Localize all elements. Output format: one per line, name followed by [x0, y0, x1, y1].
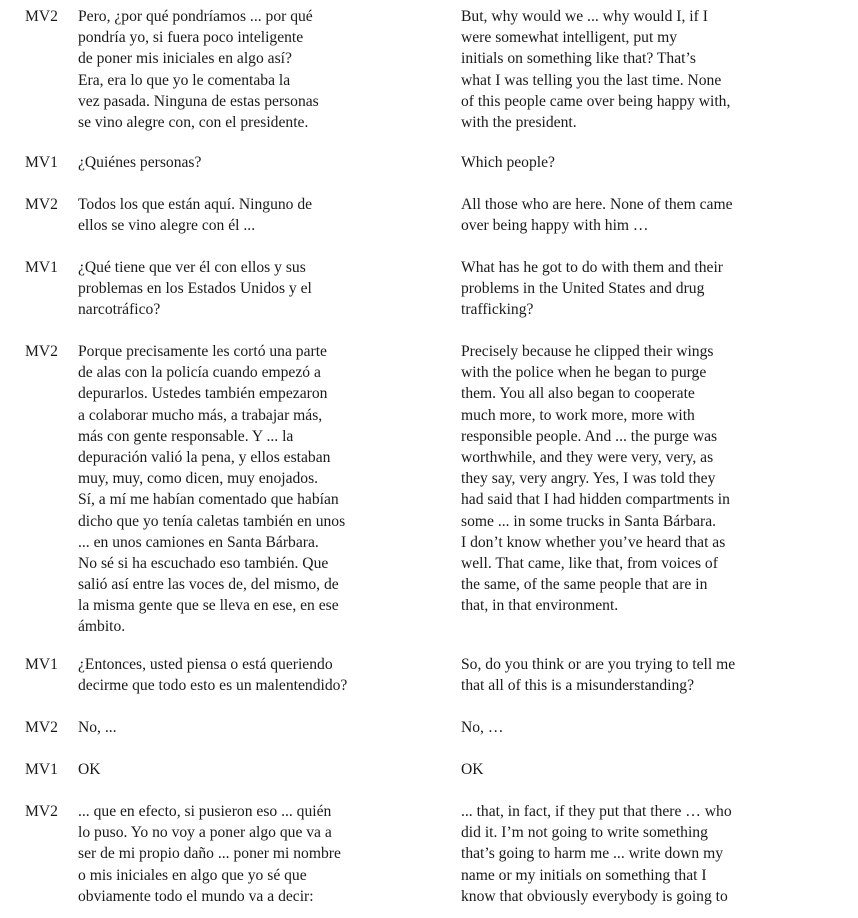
- spanish-text: [78, 759, 438, 780]
- speaker-label: MV2: [25, 719, 58, 736]
- spanish-text-line: ¿Entonces, usted piensa o está queriendo: [78, 656, 333, 673]
- speaker-label: MV1: [25, 154, 58, 171]
- english-translation-line: problems in the United States and drug: [461, 280, 705, 298]
- english-translation: [461, 759, 841, 780]
- speaker-label: MV1: [25, 656, 58, 673]
- english-translation-line: ... that, in fact, if they put that there … who: [461, 803, 732, 820]
- english-translation-line: well. That came, like that, from voices of: [461, 554, 718, 572]
- english-translation-line: All those who are here. None of them came: [461, 196, 733, 213]
- spanish-text-line: ámbito.: [78, 618, 126, 636]
- spanish-text-line: a colaborar mucho más, a trabajar más,: [78, 406, 323, 424]
- spanish-text-line: Era, era lo que yo le comentaba la: [78, 71, 291, 89]
- english-translation-line: worthwhile, and they were very, very, as: [461, 448, 714, 466]
- english-translation-line: name or my initials on something that I: [461, 866, 707, 884]
- english-translation: [461, 194, 841, 236]
- english-translation-line: trafficking?: [461, 301, 534, 319]
- english-translation: [461, 654, 841, 696]
- spanish-text-line: depuración valió la pena, y ellos estaban: [78, 448, 331, 466]
- english-translation-line: were somewhat intelligent, put my: [461, 29, 678, 47]
- english-translation-line: But, why would we ... why would I, if I: [461, 8, 708, 25]
- spanish-text-line: No sé si ha escuchado eso también. Que: [78, 554, 329, 572]
- spanish-text: [78, 6, 438, 133]
- spanish-text-line: de poner mis iniciales en algo así?: [78, 50, 292, 68]
- spanish-text-line: ellos se vino alegre con él ...: [78, 217, 256, 235]
- english-translation-line: So, do you think or are you trying to tell me: [461, 656, 736, 673]
- spanish-text-line: Todos los que están aquí. Ninguno de: [78, 196, 313, 213]
- spanish-text: [78, 152, 438, 173]
- english-translation-line: with the president.: [461, 113, 577, 131]
- spanish-text-line: muy, muy, como dicen, muy enojados.: [78, 470, 319, 488]
- spanish-text: [78, 341, 438, 638]
- spanish-text-line: se vino alegre con, con el presidente.: [78, 113, 309, 131]
- english-translation-line: of this people came over being happy with,: [461, 92, 731, 110]
- english-translation-line: Precisely because he clipped their wings: [461, 343, 714, 360]
- english-translation-line: Which people?: [461, 154, 555, 171]
- english-translation: [461, 152, 841, 173]
- english-translation-line: did it. I’m not going to write something: [461, 824, 708, 842]
- spanish-text-line: de alas con la policía cuando empezó a: [78, 364, 321, 382]
- spanish-text-line: No, ...: [78, 719, 117, 736]
- english-translation-line: What has he got to do with them and their: [461, 259, 724, 276]
- spanish-text-line: Sí, a mí me habían comentado que habían: [78, 491, 339, 509]
- english-translation-line: that’s going to harm me ... write down my: [461, 845, 724, 863]
- spanish-text-line: o mis iniciales en algo que yo sé que: [78, 866, 307, 884]
- english-translation-line: had said that I had hidden compartments in: [461, 491, 730, 509]
- english-translation: [461, 801, 841, 907]
- english-translation-line: much more, to work more, more with: [461, 406, 695, 424]
- spanish-text-line: narcotráfico?: [78, 301, 161, 319]
- english-translation-line: they say, very angry. Yes, I was told they: [461, 470, 716, 488]
- english-translation-line: responsible people. And ... the purge was: [461, 427, 718, 445]
- spanish-text-line: depurarlos. Ustedes también empezaron: [78, 385, 328, 403]
- english-translation: [461, 6, 841, 133]
- spanish-text-line: más con gente responsable. Y ... la: [78, 427, 294, 445]
- english-translation-line: that, in that environment.: [461, 597, 619, 615]
- speaker-label: MV2: [25, 803, 58, 820]
- spanish-text: [78, 257, 438, 321]
- spanish-text-line: OK: [78, 761, 101, 778]
- english-translation-line: them. You all also began to cooperate: [461, 385, 695, 403]
- english-translation-line: that all of this is a misunderstanding?: [461, 677, 695, 695]
- speaker-label: MV2: [25, 343, 58, 360]
- english-translation: [461, 257, 841, 321]
- spanish-text-line: salió así entre las voces de, del mismo, de: [78, 576, 339, 594]
- spanish-text-line: ¿Qué tiene que ver él con ellos y sus: [78, 259, 306, 276]
- spanish-text-line: lo puso. Yo no voy a poner algo que va a: [78, 824, 332, 842]
- english-translation-line: I don’t know whether you’ve heard that as: [461, 533, 726, 551]
- spanish-text-line: problemas en los Estados Unidos y el: [78, 280, 312, 298]
- english-translation-line: know that obviously everybody is going to: [461, 887, 728, 905]
- spanish-text-line: decirme que todo esto es un malentendido?: [78, 677, 348, 695]
- speaker-label: MV1: [25, 761, 58, 778]
- speaker-label: MV2: [25, 8, 58, 25]
- english-translation-line: No, …: [461, 719, 504, 736]
- spanish-text-line: Pero, ¿por qué pondríamos ... por qué: [78, 8, 313, 25]
- english-translation-line: initials on something like that? That’s: [461, 50, 696, 68]
- spanish-text: [78, 717, 438, 738]
- spanish-text-line: Porque precisamente les cortó una parte: [78, 343, 327, 360]
- english-translation: [461, 341, 841, 616]
- spanish-text-line: ... que en efecto, si pusieron eso ... quién: [78, 803, 332, 820]
- speaker-label: MV1: [25, 259, 58, 276]
- spanish-text-line: pondría yo, si fuera poco inteligente: [78, 29, 304, 47]
- spanish-text: [78, 654, 438, 696]
- speaker-label: MV2: [25, 196, 58, 213]
- spanish-text-line: ¿Quiénes personas?: [78, 154, 202, 171]
- english-translation-line: the same, of the same people that are in: [461, 576, 708, 594]
- english-translation-line: what I was telling you the last time. None: [461, 71, 722, 89]
- spanish-text: [78, 801, 438, 907]
- english-translation-line: OK: [461, 761, 484, 778]
- spanish-text-line: la misma gente que se lleva en ese, en ese: [78, 597, 339, 615]
- english-translation-line: over being happy with him …: [461, 217, 649, 235]
- spanish-text-line: ser de mi propio daño ... poner mi nombre: [78, 845, 341, 863]
- english-translation-line: some ... in some trucks in Santa Bárbara.: [461, 512, 717, 530]
- spanish-text-line: obviamente todo el mundo va a decir:: [78, 887, 314, 905]
- spanish-text-line: dicho que yo tenía caletas también en unos: [78, 512, 346, 530]
- english-translation: [461, 717, 841, 738]
- spanish-text: [78, 194, 438, 236]
- english-translation-line: with the police when he began to purge: [461, 364, 707, 382]
- spanish-text-line: ... en unos camiones en Santa Bárbara.: [78, 533, 319, 551]
- spanish-text-line: vez pasada. Ninguna de estas personas: [78, 92, 319, 110]
